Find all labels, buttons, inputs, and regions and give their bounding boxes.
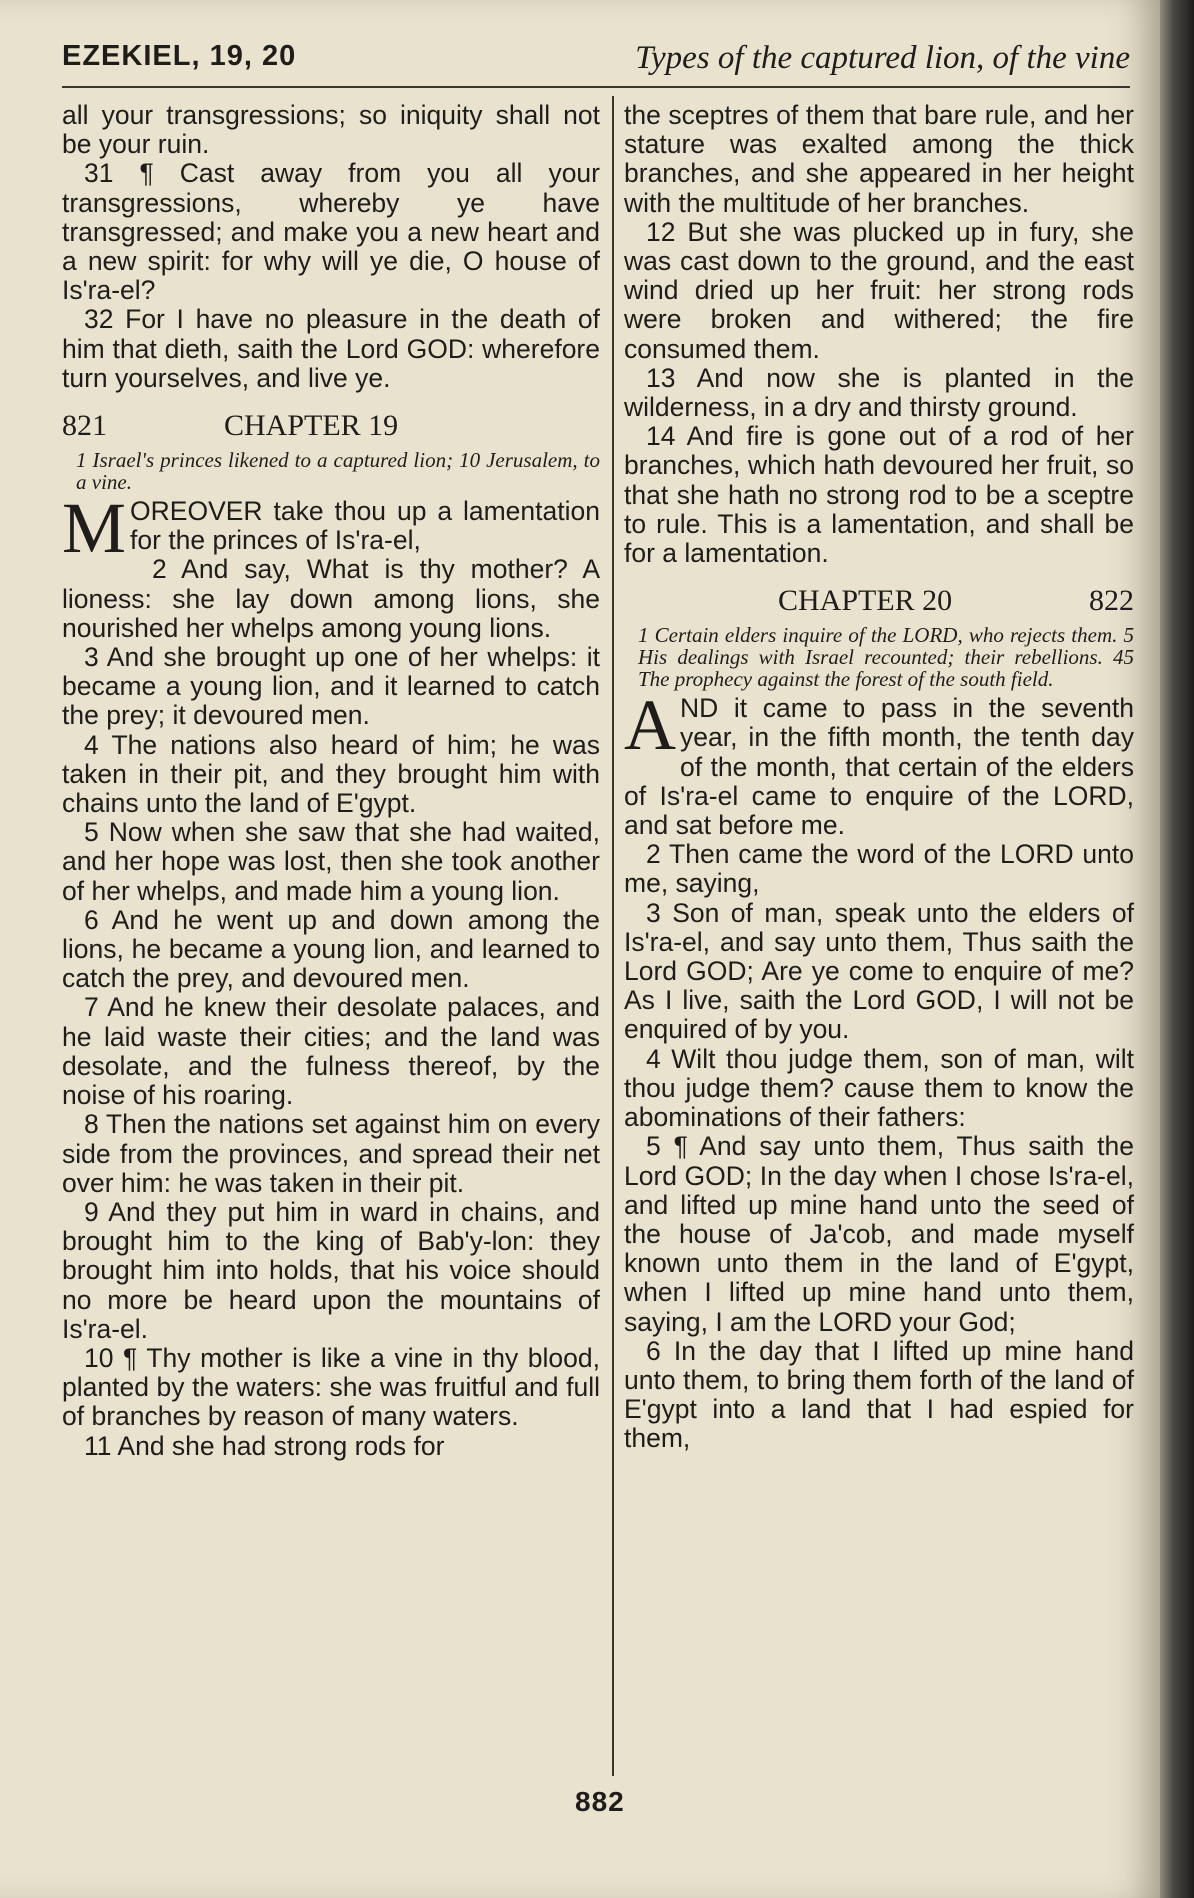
verse-1-text: ND it came to pass in the seventh year, in the fifth month, the tenth day of the month, that certain of the elders of Is'ra-el came to enquire of the LORD, and sat before me. — [624, 693, 1134, 841]
chapter-19-verse-1 — [62, 488, 600, 569]
chapter-20-title: CHAPTER 20 — [778, 584, 953, 618]
chapter-20-verse-1 — [624, 685, 1134, 841]
page-topic: Types of the captured lion, of the vine — [635, 40, 1130, 76]
verse-6: 6 In the day that I lifted up mine hand unto them, to bring them forth of the land of E'gypt into a land that I had espied for them, — [624, 1335, 1134, 1454]
verse-continuation: all your transgressions; so iniquity shall not be your ruin. — [62, 100, 600, 160]
verse-10: 10 ¶ Thy mother is like a vine in thy blood, planted by the waters: she was fruitful and full of branches by reason of many waters. — [62, 1342, 600, 1432]
verse-2: 2 Then came the word of the LORD unto me, saying, — [624, 839, 1134, 899]
verse-8: 8 Then the nations set against him on every side from the provinces, and spread their net over him: he was taken in their pit. — [62, 1109, 600, 1198]
chapter-20-number: 822 — [1089, 584, 1134, 618]
verse-4: 4 The nations also heard of him; he was taken in their pit, and they brought him with chains unto the land of E'gypt. — [62, 729, 600, 819]
verse-11-continuation: the sceptres of them that bare rule, and her stature was exalted among the thick branches, and she appeared in her height with the multitude of her branches. — [624, 100, 1134, 218]
dropcap-m: M — [62, 488, 127, 569]
chapter-19-summary: 1 Israel's princes likened to a captured lion; 10 Jerusalem, to a vine. — [76, 448, 600, 495]
verse-6: 6 And he went up and down among the lions, he became a young lion, and learned to catch the prey, and devoured men. — [62, 904, 600, 994]
page-header — [62, 40, 1130, 90]
verse-2: 2 And say, What is thy mother? A lioness: she lay down among lions, she nourished her whelps among young lions. — [62, 554, 600, 643]
verse-5: 5 Now when she saw that she had waited, and her hope was lost, then she took another of her whelps, and made him a young lion. — [62, 817, 600, 906]
verse-9: 9 And they put him in ward in chains, and brought him to the king of Bab'y-lon: they brought him into holds, that his voice should no more be heard upon the mountains of Is'ra-el. — [62, 1196, 600, 1344]
verse-3: 3 Son of man, speak unto the elders of Is'ra-el, and say unto them, Thus saith the Lord GOD; Are ye come to enquire of me? As I live, saith the Lord GOD, I will not be enquired of by you. — [624, 897, 1134, 1045]
verse-4: 4 Wilt thou judge them, son of man, wilt thou judge them? cause them to know the abominations of their fathers: — [624, 1043, 1134, 1133]
verse-12: 12 But she was plucked up in fury, she was cast down to the ground, and the east wind dried up her fruit: her strong rods were broken and withered; the fire consumed them. — [624, 216, 1134, 364]
chapter-19-heading — [62, 411, 600, 445]
chapter-19-number: 821 — [62, 409, 107, 443]
dropcap-a: A — [624, 685, 676, 766]
verse-14: 14 And fire is gone out of a rod of her branches, which hath devoured her fruit, so that she hath no strong rod to be a sceptre to rule. This is a lamentation, and shall be for a lamentation. — [624, 421, 1134, 569]
page-edge-shadow — [1160, 0, 1194, 1898]
running-head: EZEKIEL, 19, 20 — [62, 40, 297, 72]
page-number: 882 — [575, 1786, 625, 1817]
header-rule — [62, 86, 1130, 88]
verse-32: 32 For I have no pleasure in the death of him that dieth, saith the Lord GOD: wherefore turn yourselves, and live ye. — [62, 304, 600, 393]
verse-7: 7 And he knew their desolate palaces, and he laid waste their cities; and the land was desolate, and the fulness thereof, by the noise of his roaring. — [62, 992, 600, 1111]
verse-1-text: OREOVER take thou up a lamentation for the princes of Is'ra-el, — [130, 496, 600, 556]
verse-3: 3 And she brought up one of her whelps: it became a young lion, and it learned to catch the prey; it devoured men. — [62, 642, 600, 731]
verse-11: 11 And she had strong rods for — [84, 1430, 445, 1461]
column-divider — [612, 96, 614, 1776]
chapter-20-summary: 1 Certain elders inquire of the LORD, who rejects them. 5 His dealings with Israel recounted; their rebellions. 45 The prophecy against the forest of the south field. — [638, 623, 1134, 692]
verse-31: 31 ¶ Cast away from you all your transgressions, whereby ye have transgressed; and make you a new heart and a new spirit: for why will ye die, O house of Is'ra-el? — [62, 158, 600, 306]
verse-5: 5 ¶ And say unto them, Thus saith the Lord GOD; In the day when I chose Is'ra-el, and lifted up mine hand unto the seed of the house of Ja'cob, and made myself known unto them in the land of E'gypt, when I lifted up mine hand unto them, saying, I am the LORD your God; — [624, 1131, 1134, 1337]
chapter-20-heading — [624, 586, 1134, 620]
left-column — [62, 101, 600, 1461]
verse-13: 13 And now she is planted in the wilderness, in a dry and thirsty ground. — [624, 362, 1134, 423]
right-column — [624, 101, 1134, 1454]
chapter-19-title: CHAPTER 19 — [224, 409, 399, 443]
